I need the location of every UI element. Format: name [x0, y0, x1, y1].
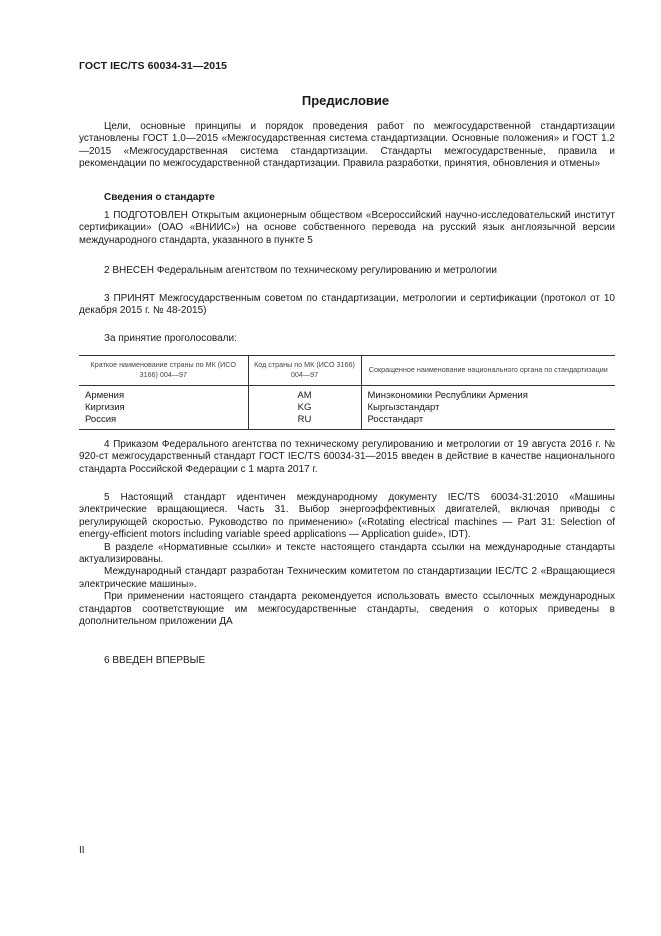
country-cell: Киргизия: [85, 401, 125, 413]
body-cell: Кыргызстандарт: [361, 402, 615, 414]
item-5-tc-text: Международный стандарт разработан Техническим комитетом по стандартизации IEC/TC 2 «Вращающиеся электрические машины».: [79, 566, 615, 590]
voted-label-text: За принятие проголосовали:: [104, 333, 237, 344]
table-row: [79, 414, 615, 430]
item-1-text: 1 ПОДГОТОВЛЕН Открытым акционерным обществом «Всероссийский научно-исследовательский институт сертификации» (ОАО «ВНИИС») на основе собственного перевода на русский язык англоязычной версии международного стандарта, указанного в пункте 5: [79, 210, 615, 246]
header-national-body: Сокращенное наименование национального органа по стандартизации: [361, 356, 615, 386]
item-2: [79, 265, 615, 277]
item-4-text: 4 Приказом Федерального агентства по техническому регулированию и метрологии от 19 августа 2016 г. № 920-ст межгосударственный стандарт ГОСТ IEC/TS 60034-31—2015 введен в действие в качестве национального стандарта Российской Федерации с 1 марта 2017 г.: [79, 439, 615, 475]
code-cell: RU: [248, 414, 361, 430]
country-cell: Россия: [79, 414, 248, 430]
country-cell: Армения: [85, 390, 125, 401]
item-5-text: 5 Настоящий стандарт идентичен международному документу IEC/TS 60034-31:2010 «Машины электрические вращающиеся. Часть 31. Выбор энергоэффективных двигателей, включая приводы с регулирующей скоростью. Руководство по применению» («Rotating electrical machines — Part 31: Selection of energy-efficient motors including variable speed applications — Application guide», IDT).: [79, 492, 615, 541]
header-country-code: Код страны по МК (ИСО 3166) 004—97: [248, 356, 361, 386]
intro-text: Цели, основные принципы и порядок проведения работ по межгосударственной стандартизации установлены ГОСТ 1.0—2015 «Межгосударственная система стандартизации. Основные положения» и ГОСТ 1.2—2015 «Межгосударственная система стандартизации. Стандарты межгосударственные, правила и рекомендации по межгосударственной стандартизации. Правила разработки, принятия, обновления и отмены»: [79, 121, 615, 170]
info-heading: Сведения о стандарте: [104, 192, 215, 203]
intro-paragraph: [79, 121, 615, 171]
page-title: Предисловие: [301, 93, 390, 108]
item-4: [79, 439, 615, 476]
body-cell: Минэкономики Республики Армения: [361, 386, 615, 402]
body-cell: Росстандарт: [361, 414, 615, 430]
table-row: [79, 386, 615, 402]
item-3-text: 3 ПРИНЯТ Межгосударственным советом по стандартизации, метрологии и сертификации (протокол от 10 декабря 2015 г. № 48-2015): [79, 293, 615, 317]
table-header-row: [79, 356, 615, 386]
code-cell: AM: [248, 386, 361, 402]
standard-code-header: ГОСТ IEC/TS 60034-31—2015: [79, 60, 228, 72]
item-5-refs-text: В разделе «Нормативные ссылки» и тексте настоящего стандарта ссылки на международные стандарты актуализированы.: [79, 541, 615, 566]
item-2-text: 2 ВНЕСЕН Федеральным агентством по техническому регулированию и метрологии: [104, 265, 497, 276]
item-6: [79, 655, 615, 667]
item-6-text: 6 ВВЕДЕН ВПЕРВЫЕ: [104, 655, 206, 666]
item-5-apply-text: При применении настоящего стандарта рекомендуется использовать вместо ссылочных международных стандартов соответствующие им межгосударственные стандарты, сведения о которых приведены в дополнительном приложении ДА: [79, 591, 615, 628]
page-number: II: [79, 845, 85, 856]
item-1: [79, 210, 615, 247]
header-country-name: Краткое наименование страны по МК (ИСО 3166) 004—97: [79, 356, 248, 386]
item-5: [79, 492, 615, 628]
voting-countries-table: [79, 355, 615, 430]
voted-label: [79, 333, 615, 345]
code-cell: KG: [248, 402, 361, 414]
table-row: [79, 402, 615, 414]
item-3: [79, 293, 615, 318]
